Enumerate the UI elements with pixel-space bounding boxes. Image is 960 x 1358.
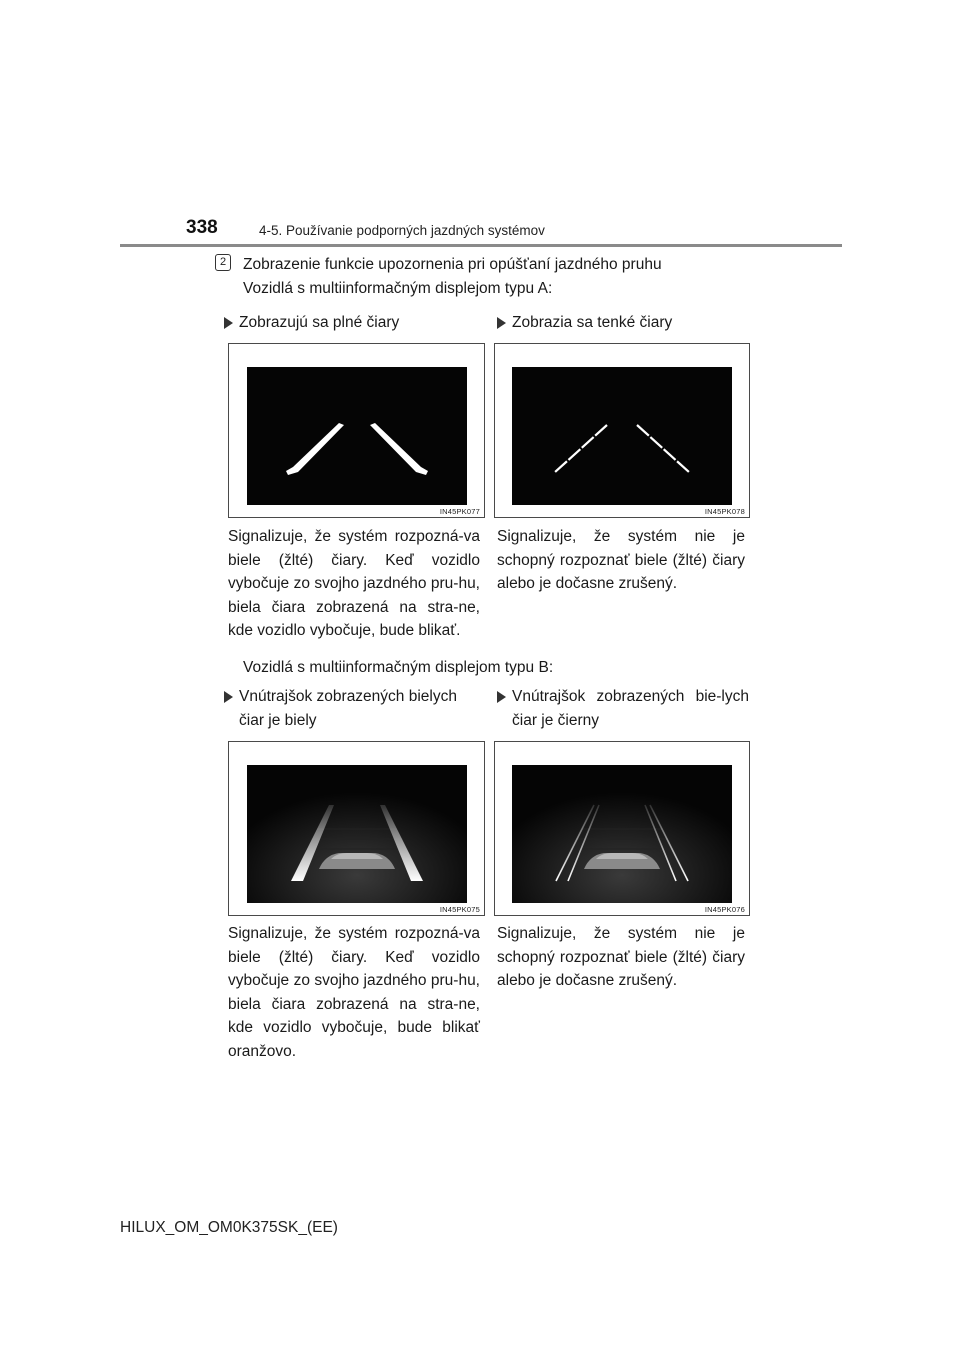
display-screen (512, 765, 732, 903)
type-b-item-1-label: Vnútrajšok zobrazených bielych čiar je biely (224, 685, 480, 732)
lane-lines-outline-illustration (512, 765, 732, 903)
step-title: Zobrazenie funkcie upozornenia pri opúšťaní jazdného pruhu (243, 256, 662, 273)
display-screen (512, 367, 732, 505)
lane-lines-thin-illustration (512, 367, 732, 505)
figure-white-interior-lines (228, 741, 485, 916)
type-a-item-1-description: Signalizuje, že systém rozpozná-va biele (žlté) čiary. Keď vozidlo vybočuje zo svojho jazdného pru-hu, biela čiara zobrazená na stra-ne, kde vozidlo vybočuje, bude blikať. (228, 528, 480, 639)
display-screen (247, 367, 467, 505)
header-divider (120, 244, 842, 247)
section-title: 4-5. Používanie podporných jazdných systémov (259, 223, 545, 238)
bullet-arrow-icon (224, 317, 233, 329)
step-number-badge: 2 (215, 254, 231, 271)
type-b-item-1-description: Signalizuje, že systém rozpozná-va biele (žlté) čiary. Keď vozidlo vybočuje zo svojho jazdného pru-hu, biela čiara zobrazená na stra-ne, kde vozidlo vybočuje, bude blikať oranžovo. (228, 925, 480, 1060)
display-screen (247, 765, 467, 903)
figure-solid-lines (228, 343, 485, 518)
type-a-item-2-label: Zobrazia sa tenké čiary (497, 311, 753, 335)
figure-thin-lines (494, 343, 750, 518)
type-b-item-2-label: Vnútrajšok zobrazených bie-lych čiar je čierny (497, 685, 749, 732)
image-code: IN45PK078 (704, 507, 745, 516)
lane-lines-solid-illustration (247, 367, 467, 505)
bullet-arrow-icon (224, 691, 233, 703)
page-number: 338 (186, 217, 218, 238)
bullet-arrow-icon (497, 691, 506, 703)
image-code: IN45PK077 (439, 507, 480, 516)
type-b-item-2-description: Signalizuje, že systém nie je schopný rozpoznať biele (žlté) čiary alebo je dočasne zrušený. (497, 925, 745, 989)
lane-lines-white-illustration (247, 765, 467, 903)
bullet-arrow-icon (497, 317, 506, 329)
image-code: IN45PK075 (439, 905, 480, 914)
figure-black-interior-lines (494, 741, 750, 916)
document-code: HILUX_OM_OM0K375SK_(EE) (120, 1219, 338, 1236)
type-a-item-1-label: Zobrazujú sa plné čiary (224, 311, 480, 335)
type-a-heading: Vozidlá s multiinformačným displejom typu A: (243, 280, 553, 297)
image-code: IN45PK076 (704, 905, 745, 914)
type-a-item-2-description: Signalizuje, že systém nie je schopný rozpoznať biele (žlté) čiary alebo je dočasne zrušený. (497, 528, 745, 592)
type-b-heading: Vozidlá s multiinformačným displejom typu B: (243, 659, 554, 676)
